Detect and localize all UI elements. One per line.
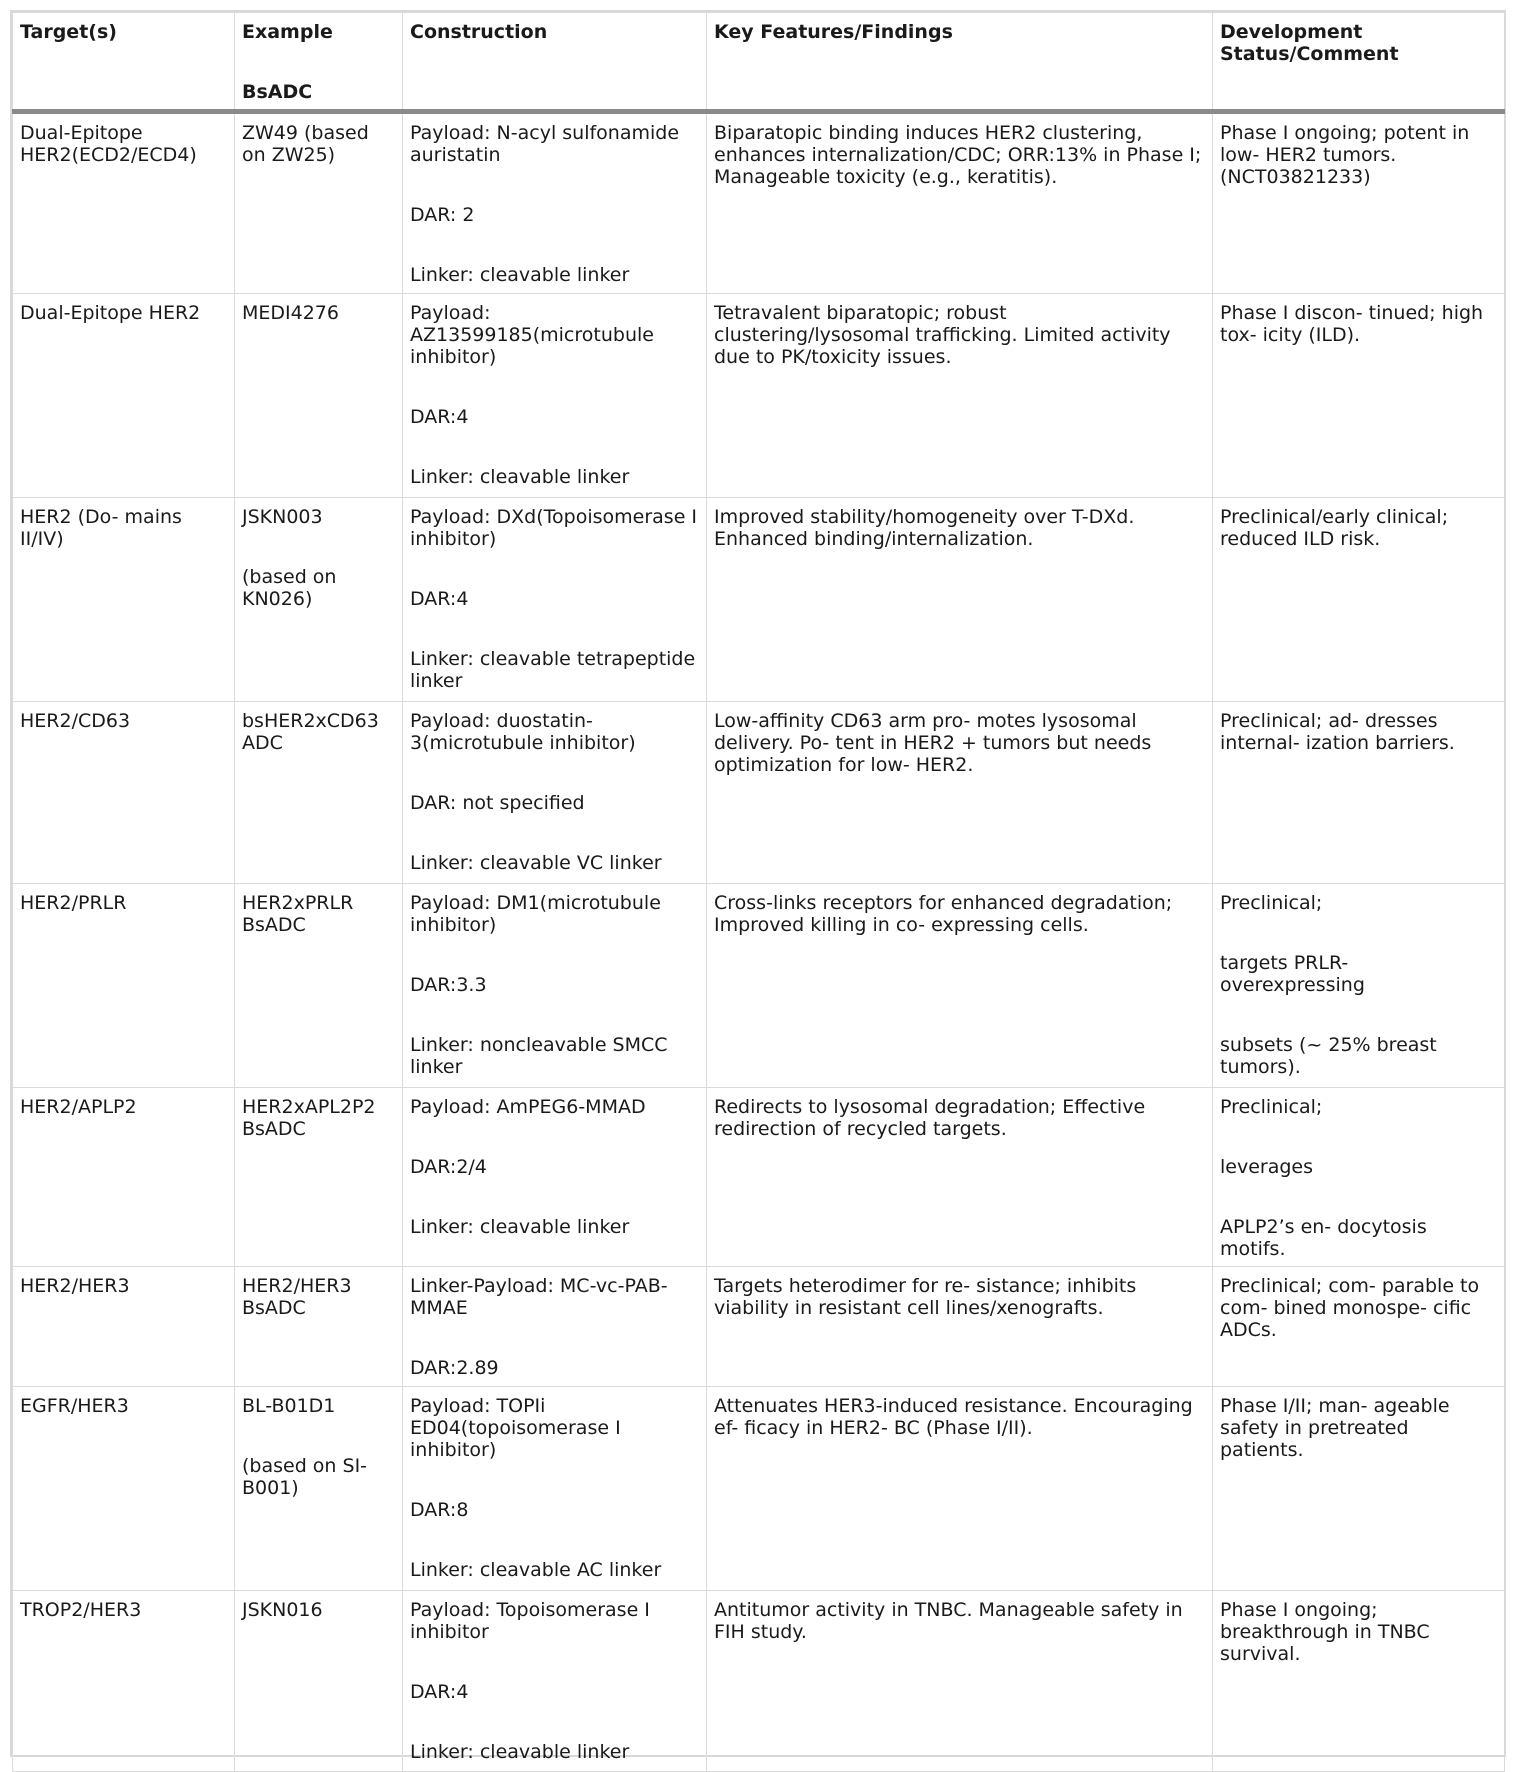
table-row — [13, 112, 1505, 294]
header-example-line1: Example — [242, 21, 333, 43]
cell-development-status-paragraph: targets PRLR- overexpressing — [1220, 952, 1365, 996]
table-row — [13, 294, 1505, 498]
cell-target: Dual-Epitope HER2 — [13, 294, 235, 498]
table-body — [13, 112, 1505, 1772]
cell-development-status-paragraph: subsets (~ 25% breast tumors). — [1220, 1034, 1437, 1078]
cell-construction-paragraph: Payload: TOPIi ED04(topoisomerase I inhibitor) — [410, 1395, 621, 1461]
header-construction: Construction — [403, 13, 707, 112]
cell-key-features: Cross-links receptors for enhanced degradation; Improved killing in co- expressing cells. — [707, 884, 1213, 1088]
header-targets: Target(s) — [13, 13, 235, 112]
cell-example-paragraph: ZW49 (based on ZW25) — [242, 122, 369, 166]
cell-development-status — [1213, 1088, 1505, 1267]
cell-development-status-paragraph: Preclinical; com- parable to com- bined monospe- cific ADCs. — [1220, 1275, 1480, 1341]
cell-construction-paragraph: Payload: AmPEG6-MMAD — [410, 1096, 646, 1118]
cell-construction-paragraph: Linker: cleavable linker — [410, 1741, 630, 1763]
cell-construction-paragraph: Payload: DM1(microtubule inhibitor) — [410, 892, 661, 936]
cell-development-status-paragraph: Phase I ongoing; potent in low- HER2 tumors. (NCT03821233) — [1220, 122, 1470, 188]
cell-example — [235, 1591, 403, 1772]
cell-development-status — [1213, 884, 1505, 1088]
cell-construction-paragraph: Linker: cleavable AC linker — [410, 1559, 662, 1581]
cell-target: HER2 (Do- mains II/IV) — [13, 498, 235, 702]
cell-example-paragraph: HER2xAPL2P2 BsADC — [242, 1096, 376, 1140]
cell-development-status-paragraph: Phase I ongoing; breakthrough in TNBC survival. — [1220, 1599, 1430, 1665]
cell-example-paragraph: HER2xPRLR BsADC — [242, 892, 354, 936]
cell-construction-paragraph: Payload: Topoisomerase I inhibitor — [410, 1599, 650, 1643]
cell-development-status-paragraph: Preclinical; — [1220, 892, 1323, 914]
cell-construction-paragraph: DAR:2/4 — [410, 1156, 487, 1178]
table-row — [13, 1088, 1505, 1267]
cell-development-status-paragraph: Preclinical; ad- dresses internal- ization barriers. — [1220, 710, 1455, 754]
cell-key-features: Targets heterodimer for re- sistance; inhibits viability in resistant cell lines/xenografts. — [707, 1267, 1213, 1387]
cell-target: Dual-Epitope HER2(ECD2/ECD4) — [13, 112, 235, 294]
cell-construction — [403, 498, 707, 702]
cell-construction-paragraph: Payload: DXd(Topoisomerase I inhibitor) — [410, 506, 698, 550]
cell-example-paragraph: BL-B01D1 — [242, 1395, 336, 1417]
cell-development-status-paragraph: Phase I/II; man- ageable safety in pretreated patients. — [1220, 1395, 1450, 1461]
cell-key-features: Biparatopic binding induces HER2 clustering, enhances internalization/CDC; ORR:13% in Phase I; Manageable toxicity (e.g., keratitis). — [707, 112, 1213, 294]
cell-construction-paragraph: DAR:3.3 — [410, 974, 487, 996]
header-development: Development Status/Comment — [1213, 13, 1505, 112]
cell-construction-paragraph: Payload: AZ13599185(microtubule inhibitor) — [410, 302, 654, 368]
cell-example — [235, 884, 403, 1088]
table-row — [13, 498, 1505, 702]
cell-target: EGFR/HER3 — [13, 1387, 235, 1591]
cell-example — [235, 1088, 403, 1267]
cell-construction-paragraph: Linker: cleavable linker — [410, 466, 630, 488]
cell-key-features: Antitumor activity in TNBC. Manageable safety in FIH study. — [707, 1591, 1213, 1772]
cell-development-status-paragraph: leverages — [1220, 1156, 1314, 1178]
cell-construction-paragraph: DAR: 2 — [410, 204, 475, 226]
cell-construction-paragraph: Linker: noncleavable SMCC linker — [410, 1034, 668, 1078]
cell-development-status-paragraph: Preclinical/early clinical; reduced ILD risk. — [1220, 506, 1449, 550]
table-row — [13, 702, 1505, 884]
cell-example — [235, 294, 403, 498]
cell-development-status — [1213, 112, 1505, 294]
cell-target: TROP2/HER3 — [13, 1591, 235, 1772]
cell-construction-paragraph: DAR:4 — [410, 588, 469, 610]
cell-construction-paragraph: Linker: cleavable linker — [410, 264, 630, 286]
cell-development-status-paragraph: Preclinical; — [1220, 1096, 1323, 1118]
cell-construction-paragraph: DAR:8 — [410, 1499, 469, 1521]
cell-development-status — [1213, 702, 1505, 884]
cell-development-status — [1213, 498, 1505, 702]
cell-target: HER2/CD63 — [13, 702, 235, 884]
cell-example — [235, 1267, 403, 1387]
cell-construction-paragraph: Linker: cleavable tetrapeptide linker — [410, 648, 696, 692]
cell-construction-paragraph: Payload: N-acyl sulfonamide auristatin — [410, 122, 680, 166]
cell-construction-paragraph: DAR:4 — [410, 1681, 469, 1703]
cell-target: HER2/PRLR — [13, 884, 235, 1088]
cell-example-paragraph: MEDI4276 — [242, 302, 339, 324]
cell-construction — [403, 702, 707, 884]
cell-target: HER2/HER3 — [13, 1267, 235, 1387]
cell-example-paragraph: bsHER2xCD63 ADC — [242, 710, 379, 754]
cell-construction — [403, 1387, 707, 1591]
cell-example-paragraph: (based on KN026) — [242, 566, 337, 610]
cell-construction — [403, 1088, 707, 1267]
header-key-features: Key Features/Findings — [707, 13, 1213, 112]
table-row — [13, 1387, 1505, 1591]
cell-example-paragraph: JSKN003 — [242, 506, 323, 528]
cell-construction-paragraph: Linker: cleavable VC linker — [410, 852, 662, 874]
cell-example-paragraph: HER2/HER3 BsADC — [242, 1275, 352, 1319]
cell-key-features: Improved stability/homogeneity over T-DXd. Enhanced binding/internalization. — [707, 498, 1213, 702]
cell-development-status — [1213, 1387, 1505, 1591]
cell-development-status-paragraph: APLP2’s en- docytosis motifs. — [1220, 1216, 1427, 1260]
cell-construction — [403, 1267, 707, 1387]
cell-construction-paragraph: Linker: cleavable linker — [410, 1216, 630, 1238]
cell-construction-paragraph: Payload: duostatin-3(microtubule inhibitor) — [410, 710, 636, 754]
cell-example-paragraph: (based on SI-B001) — [242, 1455, 368, 1499]
header-example — [235, 13, 403, 112]
cell-development-status — [1213, 294, 1505, 498]
cell-example — [235, 498, 403, 702]
cell-example — [235, 1387, 403, 1591]
cell-development-status-paragraph: Phase I discon- tinued; high tox- icity (ILD). — [1220, 302, 1484, 346]
table-row — [13, 1267, 1505, 1387]
bsadc-table — [12, 12, 1505, 1772]
cell-development-status — [1213, 1591, 1505, 1772]
cell-example — [235, 112, 403, 294]
cell-construction-paragraph: DAR: not specified — [410, 792, 585, 814]
cell-construction — [403, 1591, 707, 1772]
table-row — [13, 1591, 1505, 1772]
table-header — [13, 13, 1505, 112]
cell-construction-paragraph: DAR:2.89 — [410, 1357, 499, 1379]
cell-construction — [403, 294, 707, 498]
cell-target: HER2/APLP2 — [13, 1088, 235, 1267]
cell-key-features: Attenuates HER3-induced resistance. Encouraging ef- ficacy in HER2- BC (Phase I/II). — [707, 1387, 1213, 1591]
cell-key-features: Low-affinity CD63 arm pro- motes lysosomal delivery. Po- tent in HER2 + tumors but needs optimization for low- HER2. — [707, 702, 1213, 884]
cell-construction-paragraph: Linker-Payload: MC-vc-PAB-MMAE — [410, 1275, 668, 1319]
cell-example-paragraph: JSKN016 — [242, 1599, 323, 1621]
header-row — [13, 13, 1505, 112]
cell-key-features: Tetravalent biparatopic; robust clustering/lysosomal trafficking. Limited activity due to PK/toxicity issues. — [707, 294, 1213, 498]
table-row — [13, 884, 1505, 1088]
header-example-line2: BsADC — [242, 81, 313, 103]
cell-construction — [403, 112, 707, 294]
cell-development-status — [1213, 1267, 1505, 1387]
cell-key-features: Redirects to lysosomal degradation; Effective redirection of recycled targets. — [707, 1088, 1213, 1267]
cell-construction — [403, 884, 707, 1088]
cell-example — [235, 702, 403, 884]
bsadc-table-container — [10, 10, 1506, 1763]
cell-construction-paragraph: DAR:4 — [410, 406, 469, 428]
